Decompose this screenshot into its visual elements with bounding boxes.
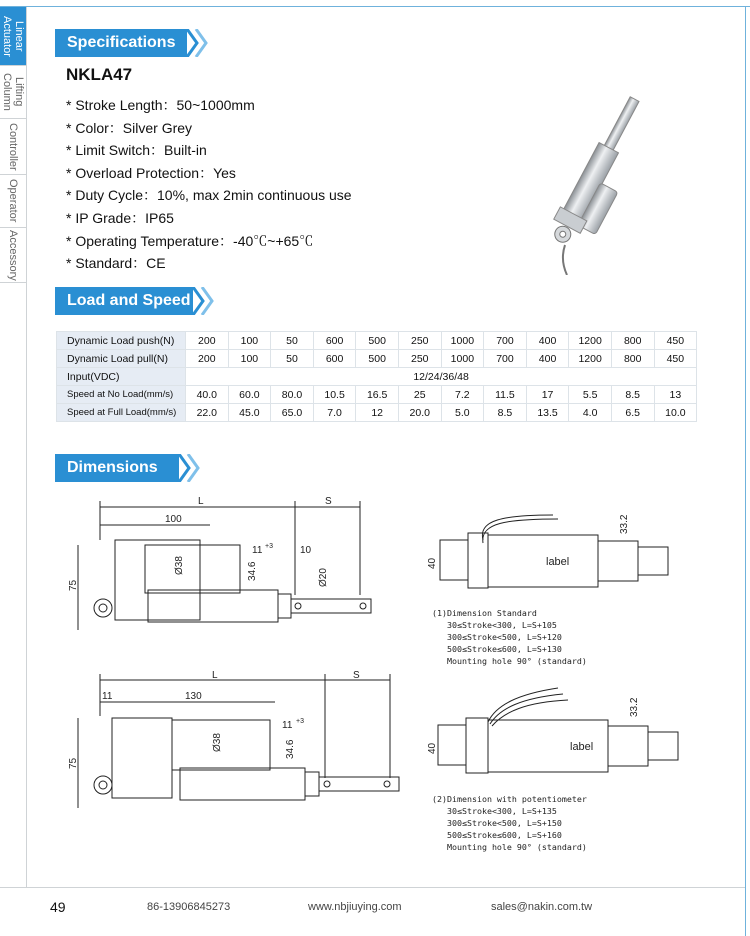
table-cell: 22.0	[186, 404, 229, 422]
table-cell: 1000	[441, 350, 484, 368]
dim-label: 34.6	[247, 561, 258, 581]
dim-label: 40	[427, 742, 438, 754]
table-cell: 8.5	[611, 386, 654, 404]
note-potentiometer: (2)Dimension with potentiometer 30≤Stroke<300, L=S+135 300≤Stroke<500, L=S+150 500≤Stroke≤600, L=S+160 Mounting hole 90° (standard)	[432, 794, 587, 852]
spec-item: * Standard：CE	[66, 255, 166, 272]
table-cell: 17	[526, 386, 569, 404]
table-cell: 10.5	[313, 386, 356, 404]
table-cell: 20.0	[398, 404, 441, 422]
dim-label: 75	[68, 757, 79, 769]
dim-label: 11	[282, 720, 293, 731]
table-cell: 100	[228, 350, 271, 368]
table-cell: 500	[356, 350, 399, 368]
spec-item: * IP Grade：IP65	[66, 209, 174, 226]
table-cell: 11.5	[484, 386, 527, 404]
chevrons-icon	[187, 29, 211, 57]
dim-label: L	[212, 670, 218, 681]
table-row	[57, 350, 697, 368]
dim-label: 11	[102, 691, 113, 702]
table-cell: 13.5	[526, 404, 569, 422]
footer-website[interactable]: www.nbjiuying.com	[308, 901, 402, 913]
dimension-drawing-standard	[60, 495, 380, 640]
table-cell: 7.2	[441, 386, 484, 404]
dim-label: L	[198, 496, 204, 507]
table-cell: 1200	[569, 332, 612, 350]
table-cell: 13	[654, 386, 697, 404]
dim-label: +3	[296, 718, 304, 725]
table-cell: 60.0	[228, 386, 271, 404]
tab-operator[interactable]: Operator	[0, 175, 26, 228]
table-row	[57, 332, 697, 350]
row-header: Input(VDC)	[57, 368, 186, 386]
spec-item: * Operating Temperature：-40℃~+65℃	[66, 232, 314, 249]
table-cell: 200	[186, 332, 229, 350]
table-cell: 600	[313, 350, 356, 368]
table-cell: 800	[611, 350, 654, 368]
load-speed-table	[56, 331, 697, 422]
table-row	[57, 386, 697, 404]
spec-list	[66, 94, 352, 275]
row-header: Speed at No Load(mm/s)	[57, 386, 186, 404]
table-cell: 16.5	[356, 386, 399, 404]
table-cell: 400	[526, 332, 569, 350]
tab-accessory[interactable]: Accessory	[0, 228, 26, 283]
table-cell: 400	[526, 350, 569, 368]
dim-label: S	[353, 670, 360, 681]
table-cell: 80.0	[271, 386, 314, 404]
section-title: Dimensions	[55, 454, 179, 482]
spec-item: * Color：Silver Grey	[66, 119, 193, 136]
dim-label: +3	[265, 543, 273, 550]
spec-item: * Duty Cycle：10%, max 2min continuous use	[66, 187, 352, 204]
chevrons-icon	[179, 454, 203, 482]
tab-controller[interactable]: Controller	[0, 119, 26, 175]
dim-label: Ø20	[318, 568, 329, 587]
housing-label: label	[546, 556, 570, 568]
dimension-drawing-potentiometer	[60, 668, 405, 818]
table-cell: 40.0	[186, 386, 229, 404]
table-cell: 450	[654, 350, 697, 368]
row-header: Speed at Full Load(mm/s)	[57, 404, 186, 422]
table-cell: 100	[228, 332, 271, 350]
table-cell: 5.5	[569, 386, 612, 404]
dim-label: 40	[427, 557, 438, 569]
table-cell: 6.5	[611, 404, 654, 422]
table-row	[57, 368, 697, 386]
product-photo	[505, 85, 680, 275]
spec-item: * Stroke Length：50~1000mm	[66, 97, 255, 113]
table-cell: 250	[398, 332, 441, 350]
table-cell: 800	[611, 332, 654, 350]
table-cell: 12/24/36/48	[186, 368, 697, 386]
footer-phone: 86-13906845273	[147, 901, 231, 913]
dim-label: 11	[252, 545, 263, 556]
table-cell: 8.5	[484, 404, 527, 422]
table-cell: 25	[398, 386, 441, 404]
section-title: Specifications	[55, 29, 187, 57]
row-header: Dynamic Load push(N)	[57, 332, 186, 350]
table-cell: 700	[484, 332, 527, 350]
dim-label: 75	[68, 579, 79, 591]
table-row	[57, 404, 697, 422]
spec-item: * Overload Protection：Yes	[66, 164, 236, 181]
table-cell: 7.0	[313, 404, 356, 422]
table-cell: 12	[356, 404, 399, 422]
model-name: NKLA47	[66, 65, 133, 84]
table-cell: 10.0	[654, 404, 697, 422]
row-header: Dynamic Load pull(N)	[57, 350, 186, 368]
table-cell: 4.0	[569, 404, 612, 422]
dim-label: Ø38	[212, 733, 223, 752]
dimension-drawing-standard-top	[418, 505, 693, 605]
housing-label: label	[570, 741, 594, 753]
section-title: Load and Speed	[55, 287, 193, 315]
table-cell: 1200	[569, 350, 612, 368]
table-cell: 250	[398, 350, 441, 368]
table-cell: 45.0	[228, 404, 271, 422]
dim-label: S	[325, 496, 332, 507]
dim-label: 100	[165, 514, 182, 525]
footer-email[interactable]: sales@nakin.com.tw	[491, 901, 593, 913]
spec-item: * Limit Switch：Built-in	[66, 142, 207, 159]
page-number: 49	[50, 899, 66, 915]
chevrons-icon	[193, 287, 217, 315]
table-cell: 500	[356, 332, 399, 350]
table-cell: 450	[654, 332, 697, 350]
table-cell: 1000	[441, 332, 484, 350]
note-standard: (1)Dimension Standard 30≤Stroke<300, L=S+105 300≤Stroke<500, L=S+120 500≤Stroke≤600, L=S+130 Mounting hole 90° (standard)	[432, 608, 587, 666]
table-cell: 65.0	[271, 404, 314, 422]
table-cell: 200	[186, 350, 229, 368]
dim-label: 33.2	[619, 514, 630, 534]
table-cell: 700	[484, 350, 527, 368]
table-cell: 5.0	[441, 404, 484, 422]
dim-label: 130	[185, 691, 202, 702]
dim-label: 10	[300, 545, 312, 556]
dim-label: 34.6	[285, 739, 296, 759]
dimension-drawing-potentiometer-top	[418, 680, 698, 790]
tab-lifting-column[interactable]: Lifting Column	[0, 66, 26, 119]
sidebar-nav	[0, 7, 27, 887]
dim-label: 33.2	[629, 697, 640, 717]
table-cell: 600	[313, 332, 356, 350]
tab-linear-actuator[interactable]: Linear Actuator	[0, 7, 26, 66]
table-cell: 50	[271, 332, 314, 350]
table-cell: 50	[271, 350, 314, 368]
dim-label: Ø38	[174, 556, 185, 575]
